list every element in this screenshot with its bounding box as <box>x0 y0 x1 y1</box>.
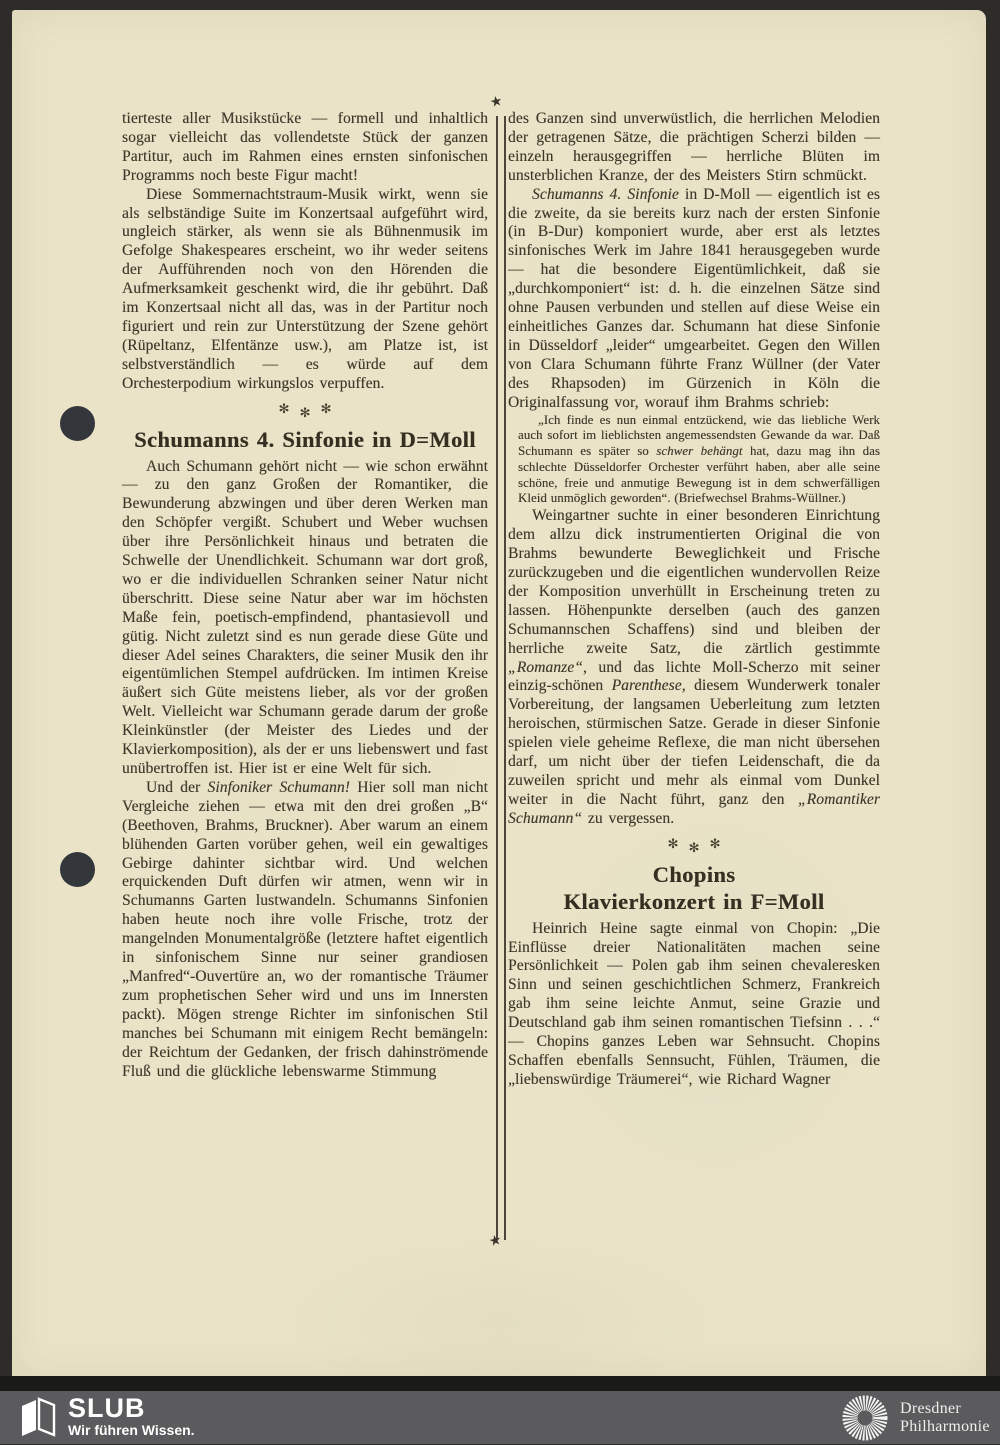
body-text: , diesem Wunderwerk tonaler Vorbereitung, der langsamen Ueberleitung zum letzten heroischen, stürmischen Satze. Gerade in dieser Sinfonie spielen viele geheime Reflexe, die man nicht übersehen darf, um nicht über der tiefen Leidenschaft, die da zuweilen spricht und mehr als einmal vom Dunkel weiter in die Nacht führt, ganz den <box>508 677 880 808</box>
body-text: tierteste aller Musikstücke — formell und inhaltlich sogar vielleicht das vollendetste Stück der ganzen Partitur, auch im Rahmen eines ernsten sinfonischen Programms noch beste Figur macht! <box>122 110 488 184</box>
slub-wordmark: SLUB <box>68 1393 146 1423</box>
paragraph <box>508 186 880 413</box>
section-heading-line: Klavierkonzert in F=Moll <box>563 888 825 914</box>
section-heading <box>508 861 880 915</box>
section-heading-line: Chopins <box>652 861 736 887</box>
philharmonie-name-line2: Philharmonie <box>900 1417 990 1435</box>
paragraph <box>508 110 880 186</box>
body-text: Heinrich Heine sagte einmal von Chopin: „Die Einflüsse dreier Nationalitäten machen seine Persönlichkeit — Polen gab ihm seinen chevaleresken Sinn und seinen geschichtlichen Schmerz, Frankreich gab ihm seine leichte Anmut, seine Grazie und Deutschland gab ihm seinen romantischen Tiefsinn . . .“ — Chopins ganzes Leben war Sehnsucht. Chopins Schaffen ebenfalls Sennsucht, Fühlen, Träumen, die „liebenswürdige Träumerei“, wie Richard Wagner <box>508 919 880 1088</box>
flower-asterisk-icon: ✻ <box>667 835 679 851</box>
emphasized-text: Sinfoniker Schumann! <box>207 778 351 796</box>
emphasized-text: „Romanze“ <box>508 658 583 676</box>
divider-star-top-icon: ★ <box>488 92 505 112</box>
column-divider-rule <box>496 116 506 1240</box>
emphasized-text: Schumanns 4. Sinfonie <box>532 185 679 203</box>
body-text: Weingartner suchte in einer besonderen Einrichtung dem allzu dick instrumentierten Original die von Brahms bewunderte Beweglichkeit und Frische zurückzugeben und die eigentlichen wundervollen Reize der Komposition unverhüllt in Erscheinung treten zu lassen. Höhenpunkte derselben (auch des ganzen Schumannschen Schaffens) sind und bleiben der herrliche zweite Satz, die zärtlich gestimmte <box>508 507 880 657</box>
section-ornament <box>508 835 880 854</box>
section-heading-line: Schumanns 4. Sinfonie in D=Moll <box>134 426 476 452</box>
slub-text-block <box>68 1394 195 1439</box>
text-column-right <box>508 110 880 1090</box>
philharmonie-name-line1: Dresdner <box>900 1399 962 1417</box>
philharmonie-sunburst-icon <box>838 1391 892 1445</box>
body-text: in D-Moll — eigentlich ist es die zweite, da sie bereits kurz nach der ersten Sinfonie (in B-Dur) komponiert wurde, aber erst als letztes sinfonisches Werk im Jahre 1841 herausgegeben wurde — hat die besondere Eigentümlichkeit, daß sie „durchkomponiert“ ist: d. h. die einzelnen Sätze sind ohne Pausen verbunden und stellen auf diese Weise ein einheitliches Ganzes dar. Schumann hat diese Sinfonie in Düsseldorf „leider“ umgearbeitet. Gegen den Willen von Clara Schumann führte Franz Wüllner (der Vater des Rhapsoden) im Gürzenich in Köln die Originalfassung vor, worauf ihm Brahms schrieb: <box>508 185 880 411</box>
flower-asterisk-icon: ✻ <box>688 839 700 855</box>
slub-logo-icon <box>18 1394 58 1439</box>
emphasized-text: Parenthese <box>611 677 682 695</box>
paragraph <box>508 920 880 1090</box>
text-column-left <box>122 110 488 1081</box>
section-heading <box>122 426 488 453</box>
body-text: Diese Sommernachtstraum-Musik wirkt, wenn sie als selbständige Suite im Konzertsaal aufgeführt wird, ungleich stärker, als wenn sie als Bühnenmusik im Gefolge Shakespeares erscheint, wo ihr weder seitens der Aufführenden noch von den Hörenden die Aufmerksamkeit geschenkt wird, die ihr gebührt. Daß im Konzertsaal nicht all das, was in der Partitur noch figuriert und rein zur Unterstützung der Szene gehört (Rüpeltanz, Elfentänze usw.), am Platze ist, ist selbstverständlich — es würde auf dem Orchesterpodium wirkungslos verpuffen. <box>122 185 488 392</box>
footer-black-strip <box>0 1376 1000 1391</box>
body-text: Auch Schumann gehört nicht — wie schon erwähnt — zu den ganz Großen der Romantiker, die Bewunderung abzwingen und über deren Werken man den Schöpfer vergißt. Schubert und Weber wuchsen über ihre Persönlichkeit hinaus und betraten die Schwelle der Unendlichkeit. Schumann war dort groß, wo er die individuellen Schranken seiner Natur nicht überschritt. Diese seine Natur aber war im höchsten Maße fein, poetisch-empfindend, phantasievoll und gütig. Nicht zuletzt sind es nun gerade diese Güte und dieser Adel seines Charakters, die seiner Musik den ihr eigentümlichen Stempel aufdrücken. Im intimen Kreise äußert sich Güte meistens lieber, als vor der großen Welt. Vielleicht war Schumann gerade darum der große Kleinkünstler (der Meister des Liedes und der Klavierkomposition), als der er uns liebenswert und fast unübertroffen ist. Hier ist er eine Welt für sich. <box>122 457 489 777</box>
hole-punch-top <box>60 406 95 441</box>
block-quote <box>508 413 880 508</box>
paragraph <box>122 779 488 1082</box>
flower-asterisk-icon: ✻ <box>278 400 290 416</box>
body-text: hat, dazu mag ihn das schlechte Düsseldorfer Orchester verführt haben, aber alle seine schöne, freie und anmutige Bewegung ist in dem schwerfälligen Kleid unmöglich geworden“. (Briefwechsel Brahms-Wüllner.) <box>518 444 880 506</box>
body-text: des Ganzen sind unverwüstlich, die herrlichen Melodien der getragenen Sätze, die prächtigen Scherzi bilden — einzeln herausgegriffen — herrliche Blüten im unsterblichen Kranze, der des Meisters Stirn schmückt. <box>508 110 880 184</box>
flower-asterisk-icon: ✻ <box>320 400 332 416</box>
body-text: Hier soll man nicht Vergleiche ziehen — etwa mit den drei großen „B“ (Beethoven, Brahms, Bruckner). Aber warum an einem blühenden Garten vorüber gehen, weil ein gewaltiges Gebirge dahinter sichtbar wird. Und welchen erquickenden Duft dürfen wir atmen, wenn wir in Schumanns Garten lustwandeln. Schumanns Sinfonien haben heute noch ihre volle Frische, trotz der mangelnden Monumentalgröße (letztere haftet eigentlich in sinfonischem Sinne nur seiner grandiosen „Manfred“-Ouvertüre an, wo der romantische Träumer zum prophetischen Seher wird und uns im Innersten packt). Mögen strenge Richter im sinfonischen Stil manches bei Schumann mit einigem Recht bemängeln: der Reichtum der Gedanken, der frisch dahinströmende Fluß und die glückliche lebenswarme Stimmung <box>122 778 488 1080</box>
paragraph <box>122 186 488 394</box>
hole-punch-bottom <box>60 852 95 887</box>
footer-branding-bar <box>0 1391 1000 1444</box>
divider-star-bottom-icon: ★ <box>487 1231 504 1251</box>
body-text: , und das lichte Moll-Scherzo mit seiner einzig-schönen <box>508 658 880 695</box>
emphasized-text: „Romantiker Schumann“ <box>508 790 880 827</box>
body-text: Und der <box>146 778 208 796</box>
philharmonie-branding <box>838 1391 990 1444</box>
philharmonie-name <box>900 1400 990 1436</box>
paragraph <box>122 458 488 779</box>
slub-branding <box>18 1394 195 1439</box>
emphasized-text: schwer behängt <box>656 444 743 459</box>
paragraph <box>508 507 880 828</box>
section-ornament <box>122 400 488 419</box>
paragraph <box>122 110 488 186</box>
body-text: „Ich finde es nun einmal entzückend, wie das liebliche Werk auch sofort im lieblichsten angemessendsten Gewande da war. Daß Schumann es später so <box>518 412 880 459</box>
body-text: zu vergessen. <box>582 809 675 827</box>
flower-asterisk-icon: ✻ <box>709 835 721 851</box>
flower-asterisk-icon: ✻ <box>299 404 311 420</box>
slub-tagline: Wir führen Wissen. <box>68 1422 195 1438</box>
